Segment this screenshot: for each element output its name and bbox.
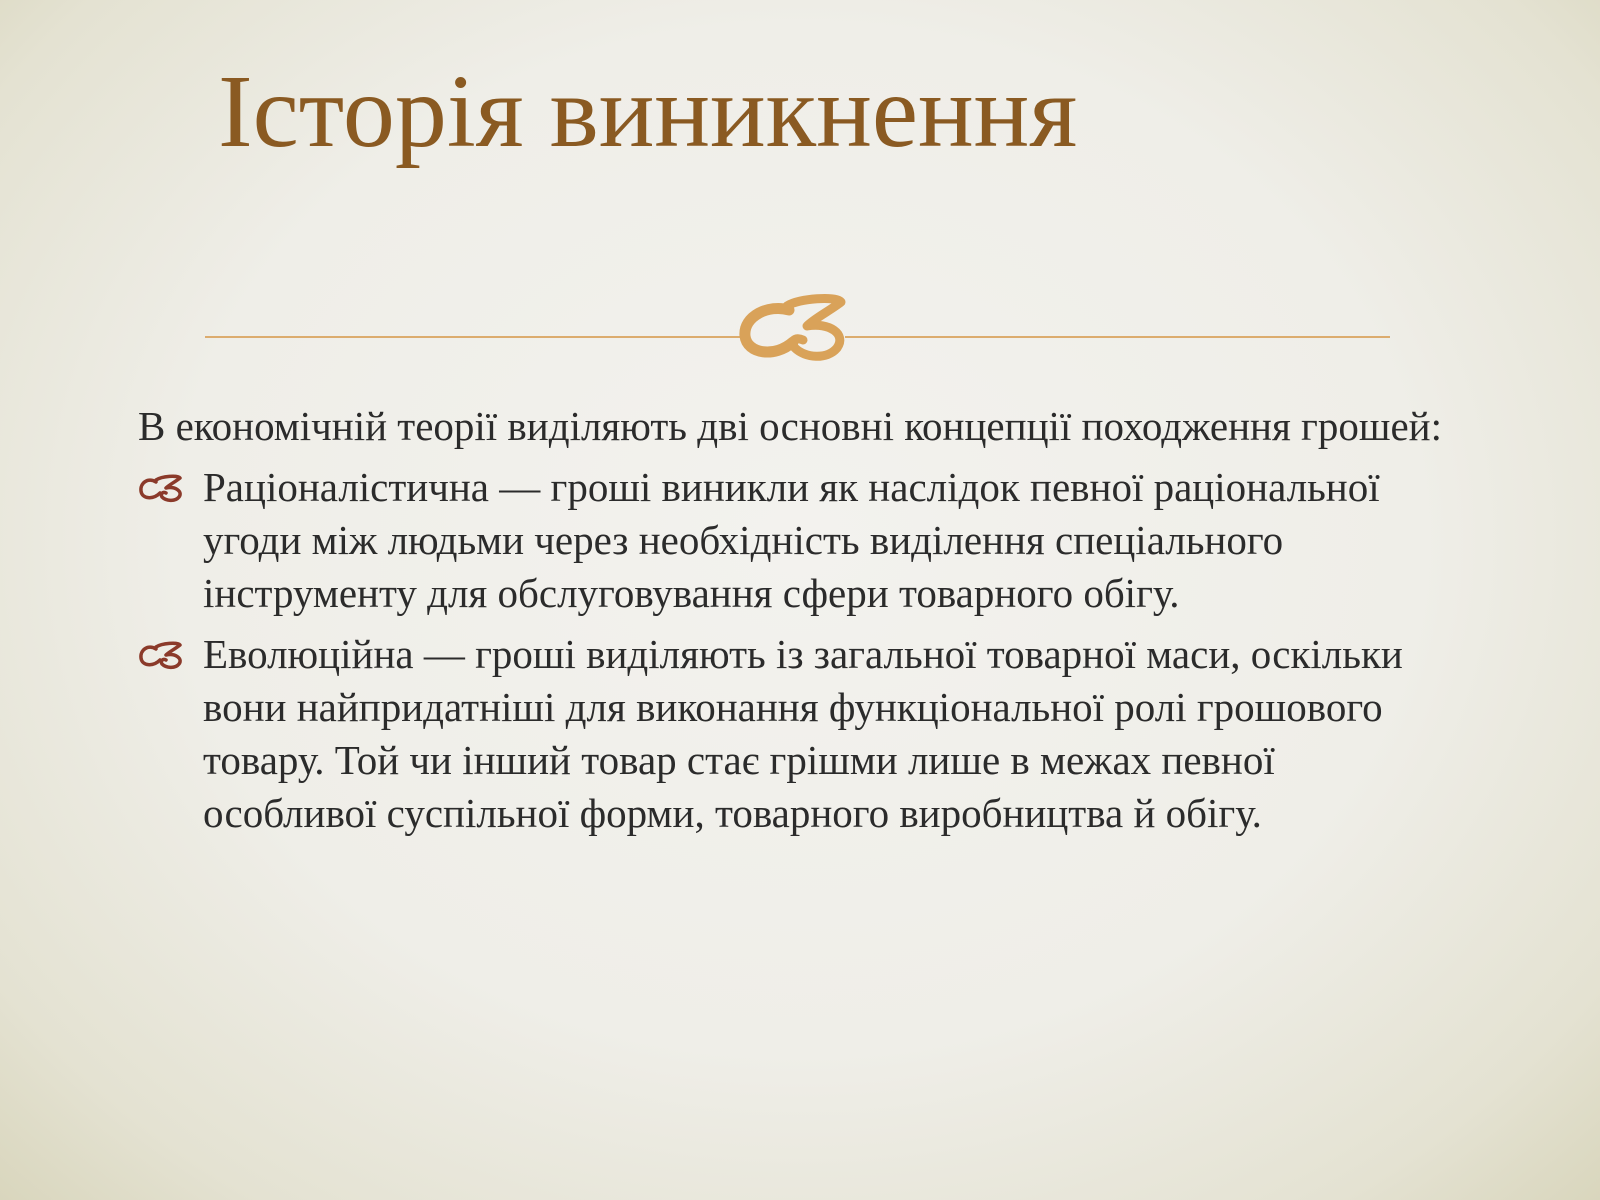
bullet-text: Раціоналістична — гроші виникли як наслідок певної раціональної угоди між людьми через необхідність виділення спеціального інструменту для обслуговування сфери товарного обігу. [203, 464, 1380, 616]
flourish-bullet-icon [138, 640, 186, 670]
bullet-item [138, 461, 1458, 620]
slide-body [138, 400, 1458, 848]
bullet-item [138, 628, 1458, 840]
divider-line-left [205, 336, 745, 338]
bullet-list [138, 461, 1458, 840]
intro-paragraph: В економічній теорії виділяють дві основні концепції походження грошей: [138, 403, 1442, 449]
flourish-bullet-icon [138, 473, 186, 503]
divider-line-right [845, 336, 1390, 338]
slide-title: Історія виникнення [218, 54, 1078, 169]
flourish-ornament-icon [737, 292, 857, 372]
title-divider [205, 298, 1390, 378]
bullet-text: Еволюційна — гроші виділяють із загальної товарної маси, оскільки вони найпридатніші для виконання функціональної ролі грошового товару. Той чи інший товар стає грішми лише в межах певної особливої суспільної форми, товарного виробництва й обігу. [203, 631, 1403, 836]
